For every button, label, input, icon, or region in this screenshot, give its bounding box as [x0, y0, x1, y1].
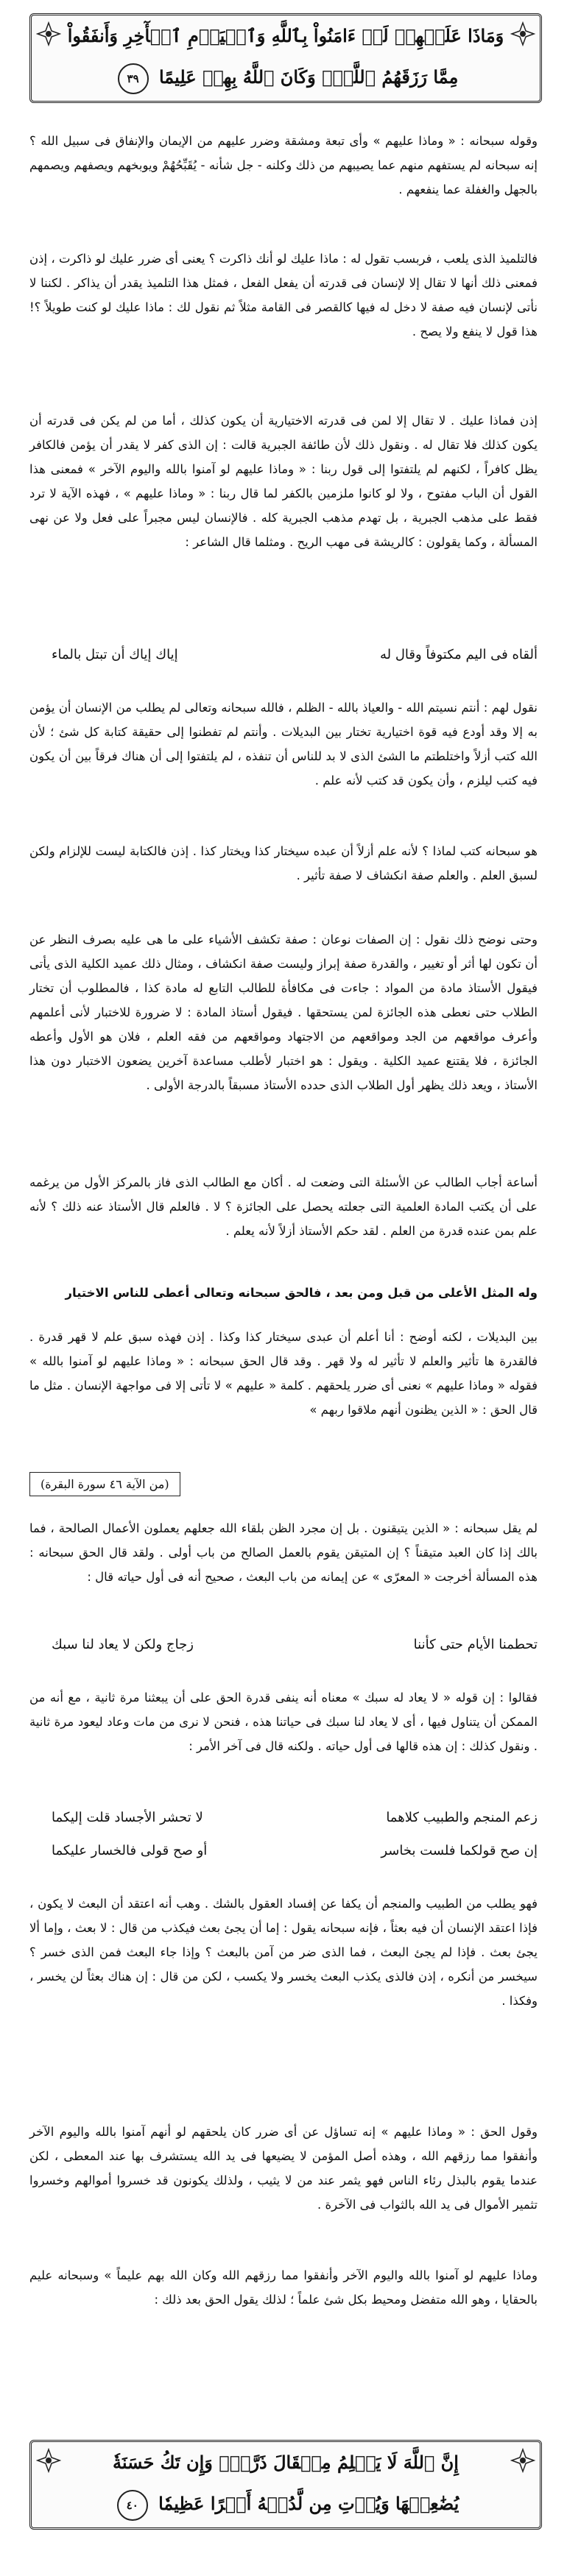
paragraph: وقول الحق : « وماذا عليهم » إنه تساؤل عن أى ضرر كان يلحقهم لو أنهم آمنوا بالله واليوم الآخر وأنفقوا مما رزقهم الله ، وهذه أصل المؤمن لا يضيعها فى يد الله يستشرف بها عند المعطى ، لكن عندما يقوم بالبذل رئاء الناس فهو يثمر عند من لا يثيب ، ولذلك يكونون قد خسروا أموالهم وخسروا تثمير الأموال فى يد الله بالثواب فى الآخرة . — [29, 2125, 538, 2212]
paragraph: فهو يطلب من الطبيب والمنجم أن يكفا عن إفساد العقول بالشك . وهب أنه اعتقد أن البعث لا يكون ، فإذا اعتقد الإنسان أن فيه بعثاً ، فإنه سبحانه يقول : إما أن يجئ بعث فيكذب من قال : لا بعث ، وإما ألا يجئ بعث . فإذا لم يجئ البعث ، فما الذى ضر من آمن بالبعث ؟ وإذا جاء البعث فمن الذى خسر ؟ سيخسر من أنكره ، إذن فالذى يكذب البعث يخسر ولا يكسب ، لكن من قال : إن هناك بعثاً لن يخسر ، وفكذا . — [29, 1897, 538, 2008]
bottom-verse-box — [29, 2440, 542, 2530]
poem-hemistich: لا تحشر الأجساد قلت إليكما — [52, 1810, 203, 1825]
ornament-icon — [510, 2448, 535, 2473]
poem-verse — [29, 1630, 538, 1660]
paragraph: لم يقل سبحانه : « الذين يتيقنون . بل إن مجرد الظن بلقاء الله جعلهم يعملون الأعمال الصالحة ، فما بالك إذا كان العبد متيقناً ؟ إن المتيقن يقوم بالعمل الصالح من باب أولى . ولقد قال الحق سبحانه : هذه المسألة أخرجت « المعرّى » عن إيمانه من باب البعث ، صحيح أنه فى أول حياته قال : — [29, 1521, 538, 1584]
poem-verse — [29, 640, 538, 670]
verse-text: يُضَٰعِفۡهَا وَيُؤۡتِ مِن لَّدُنۡهُ أَجۡرًا عَظِيمٗا — [158, 2493, 459, 2514]
paragraph: هو سبحانه كتب لماذا ؟ لأنه علم أزلاً أن عبده سيختار كذا ويختار كذا . إذن فالكتابة ليست للإلزام ولكن لسبق العلم . والعلم صفة انكشاف لا صفة تأثير . — [29, 844, 538, 882]
verse-line: إِنَّ ٱللَّهَ لَا يَظۡلِمُ مِثۡقَالَ ذَرَّةٖۖ وَإِن تَكُ حَسَنَةٗ — [113, 2452, 459, 2473]
quote-ref: (من الآية ٤٦ سورة البقرة) — [29, 1472, 180, 1496]
top-verse-box — [29, 13, 542, 103]
ornament-icon — [36, 21, 61, 46]
poem-hemistich: تحطمنا الأيام حتى كأننا — [413, 1637, 538, 1652]
paragraph: إذن فماذا عليك . لا تقال إلا لمن فى قدرته الاختيارية أن يكون كذلك ، أما من لم يكن فى قدرته أن يكون كذلك فلا تقال له . ونقول ذلك لأن طائفة الجبرية قالت : إن الذى كفر لا يقدر أن يؤمن فالكافر يظل كافراً ، لكنهم لم يلتفتوا إلى قول ربنا : « وماذا عليهم لو آمنوا بالله واليوم الآخر » فمعنى هذا القول أن الباب مفتوح ، ولا لو كانوا ملزمين بالكفر لما قال ربنا : « وماذا عليهم » ، فهذه الآية لا ترد فقط على مذهب الجبرية ، بل تهدم مذهب الجبرية كله . فالإنسان ليس مجبراً على فعل ولا عن نهى المسألة ، وكما يقولون : كالريشة فى مهب الريح . ومثلما قال الشاعر : — [29, 414, 538, 549]
poem-hemistich: أو صح قولى فالخسار عليكما — [52, 1843, 208, 1858]
page — [29, 0, 538, 2576]
poem-hemistich: إن صح قولكما فلست بخاسر — [381, 1843, 538, 1858]
ayah-number: ٣٩ — [118, 63, 149, 94]
poem-hemistich: إياك إياك أن تبتل بالماء — [52, 647, 178, 662]
verse-line: وَمَاذَا عَلَيۡهِمۡ لَوۡ ءَامَنُواْ بِٱللَّهِ وَٱلۡيَوۡمِ ٱلۡأٓخِرِ وَأَنفَقُواْ — [67, 25, 504, 46]
paragraph: وماذا عليهم لو آمنوا بالله واليوم الآخر وأنفقوا مما رزقهم الله وكان الله بهم عليماً » وسبحانه عليم بالحقايا ، وهو الله متفضل ومحيط بكل شئ علماً ؛ لذلك يقول الحق بعد ذلك : — [29, 2268, 538, 2307]
verse-line — [32, 57, 540, 98]
paragraph: وحتى نوضح ذلك نقول : إن الصفات نوعان : صفة تكشف الأشياء على ما هى عليه بصرف النظر عن أن تكون لها أثر أو تغيير ، والقدرة صفة إبراز وليست صفة انكشاف ، ومثال ذلك عميد الكلية الذى يأتى فيقول الأستاذ مادة من المواد : جاءت فى مكافأة للطالب التابع له مادة كذا ، فالمطلوب أن تختار الطلاب حتى نعطى هذه الجائزة لمن يستحقها . فيقول أستاذ المادة : لا ضرورة للاختبار لأنى أعلمهم وأعرف مواقعهم من الجد ومواقعهم من الاجتهاد ومواقعهم من فقه العلم ، فلان هو الأول وأعطه الجائزة ، فلا يقتنع عميد الكلية . ويقول : هو اختبار لأطلب مساعدة آخرين يضعون الاختبار دون هذا الأستاذ ، ويعد ذلك يظهر أول الطلاب الذى حدده الأستاذ مسبقاً بالدرجة الأولى . — [29, 933, 538, 1092]
paragraph: بين البديلات ، لكنه أوضح : أنا أعلم أن عبدى سيختار كذا وكذا . إذن فهذه سبق علم لا قهر قدرة . فالقدرة ها تأثير والعلم لا تأثير له ولا قهر . وقد قال الحق سبحانه : « وماذا عليهم لو آمنوا بالله » فقوله « وماذا عليهم » نعنى أى ضرر يلحقهم . كلمة « عليهم » لا تأتى إلا فى مواجهة الإنسان . مثل ما قال الحق : « الذين يظنون أنهم ملاقوا ربهم » — [29, 1330, 538, 1417]
ornament-icon — [36, 2448, 61, 2473]
paragraph: فقالوا : إن قوله « لا يعاد له سبك » معناه أنه ينفى قدرة الحق على أن يبعثنا مرة ثانية ، مع أنه من الممكن أن يتناول فيها ، أى لا يعاد لنا سبك فى حياتنا هذه ، فنحن لا نرى من مات وعاد ليعود مرة ثانية . ونقول كذلك : إن هذه قالها فى أول حياته . ولكنه قال فى آخر الأمر : — [29, 1691, 538, 1753]
paragraph: نقول لهم : أنتم نسيتم الله - والعياذ بالله - الظلم ، فالله سبحانه وتعالى لم يطلب من الإنسان أن يؤمن به إلا وقد أودع فيه قوة اختيارية تختار بين البديلات . وأنتم لم تفطنوا إلى حقيقة كتابة كل شئ ؛ لأن الله كتب أزلاً واختلطتم ما الشئ الذى لا بد للناس أن تنفذه ، لم يلتفتوا إلى أن هناك فرقاً بين أن يكون فيه كتب ليلزم ، وأن يكون قد كتب لأنه علم . — [29, 701, 538, 788]
verse-line — [32, 2483, 540, 2524]
poem-verse — [29, 1803, 538, 1833]
ayah-number: ٤٠ — [117, 2490, 148, 2521]
paragraph: فالتلميذ الذى يلعب ، فربسب تقول له : ماذا عليك لو أنك ذاكرت ؟ يعنى أى ضرر عليك لو ذاكرت ، إذن فمعنى ذلك أنها لا تقال إلا لإنسان فى قدرته أن يفعل الفعل ، فمثل هذا التلميذ يقدر أن يذاكر . لكننا لا نأتى لإنسان فيه صفة لا دخل له فيها كالقصر فى القامة مثلاً ثم نقول لك : ماذا عليك لو كنت طويلاً ؟! هذا قول لا ينفع ولا يصح . — [29, 252, 538, 339]
poem-verse — [29, 1836, 538, 1866]
section-heading: وله المثل الأعلى من قبل ومن بعد ، فالحق سبحانه وتعالى أعطى للناس الاختيار — [65, 1286, 538, 1300]
paragraph: وقوله سبحانه : « وماذا عليهم » وأى تبعة ومشقة وضرر عليهم من الإيمان والإنفاق فى سبيل الله ؟ إنه سبحانه لم يستفهم منهم عما يصيبهم من ذلك وكلنه - جل شأنه - يُقَبِّحُهُمْ ويوبخهم ويصفهم ويصمهم بالجهل والغفلة عما ينفعهم . — [29, 134, 538, 197]
poem-hemistich: ألقاه فى اليم مكتوفاً وقال له — [379, 647, 538, 662]
verse-text: مِمَّا رَزَقَهُمُ ٱللَّهُۚ وَكَانَ ٱللَّهُ بِهِمۡ عَلِيمًا — [158, 66, 459, 88]
ornament-icon — [510, 21, 535, 46]
poem-hemistich: زعم المنجم والطبيب كلاهما — [386, 1810, 538, 1825]
poem-hemistich: زجاج ولكن لا يعاد لنا سبك — [52, 1637, 194, 1652]
paragraph: أساعة أجاب الطالب عن الأسئلة التى وضعت له . أكان مع الطالب الذى فاز بالمركز الأول من يرغمه على أن يكتب المادة العلمية التى جعلته يحصل على الجائزة ؟ لا . فالعلم قال الأستاذ عنه ذلك ؟ لأنه علم بمن عنده قدرة من العلم . لقد حكم الأستاذ أزلاً لأنه يعلم . — [29, 1175, 538, 1238]
